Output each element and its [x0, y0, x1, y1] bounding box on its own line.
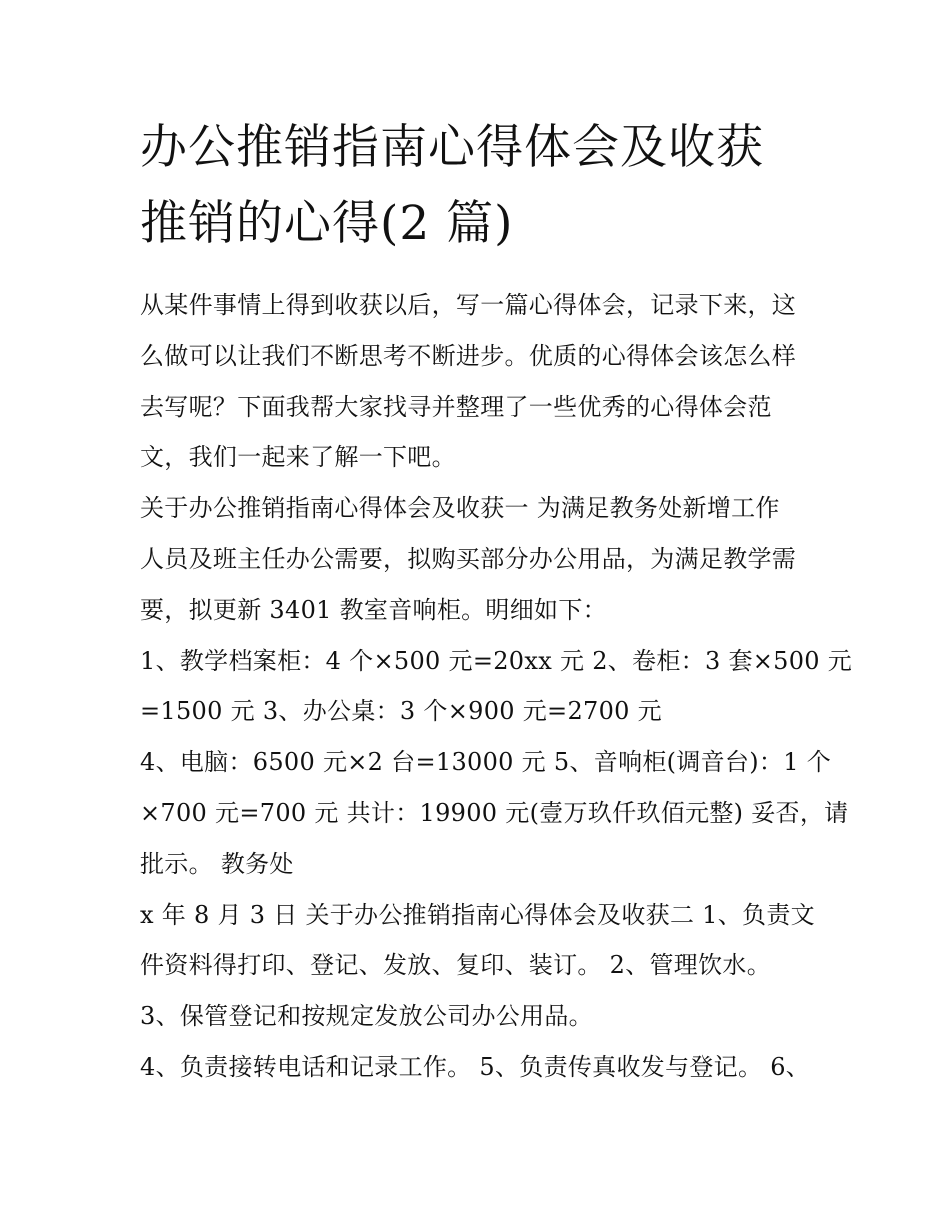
- body-line: =1500 元 3、办公桌：3 个×900 元=2700 元: [140, 697, 662, 726]
- document-title: [140, 110, 820, 262]
- body-line: 去写呢？下面我帮大家找寻并整理了一些优秀的心得体会范: [140, 392, 772, 421]
- body-line: 批示。 教务处: [140, 849, 294, 878]
- body-line: 么做可以让我们不断思考不断进步。优质的心得体会该怎么样: [140, 341, 797, 370]
- document-body: [140, 280, 853, 1093]
- body-line: 4、电脑：6500 元×2 台=13000 元 5、音响柜(调音台)：1 个: [140, 748, 831, 777]
- body-line: 1、教学档案柜：4 个×500 元=20xx 元 2、卷柜：3 套×500 元: [140, 646, 853, 675]
- body-line: 文，我们一起来了解一下吧。: [140, 443, 456, 472]
- body-line: 3、保管登记和按规定发放公司办公用品。: [140, 1002, 593, 1031]
- body-line: 人员及班主任办公需要，拟购买部分办公用品，为满足教学需: [140, 544, 797, 573]
- body-line: 关于办公推销指南心得体会及收获一 为满足教务处新增工作: [140, 494, 780, 523]
- title-line-2: 推销的心得(2 篇): [140, 196, 514, 251]
- document-page: [140, 110, 853, 1093]
- title-line-1: 办公推销指南心得体会及收获: [140, 120, 764, 175]
- body-line: 件资料得打印、登记、发放、复印、装订。 2、管理饮水。: [140, 951, 771, 980]
- body-line: 4、负责接转电话和记录工作。 5、负责传真收发与登记。 6、: [140, 1052, 811, 1081]
- body-line: x 年 8 月 3 日 关于办公推销指南心得体会及收获二 1、负责文: [140, 900, 815, 929]
- body-line: 要，拟更新 3401 教室音响柜。明细如下：: [140, 595, 607, 624]
- body-line: 从某件事情上得到收获以后，写一篇心得体会，记录下来，这: [140, 291, 797, 319]
- body-line: ×700 元=700 元 共计：19900 元(壹万玖仟玖佰元整) 妥否，请: [140, 798, 849, 827]
